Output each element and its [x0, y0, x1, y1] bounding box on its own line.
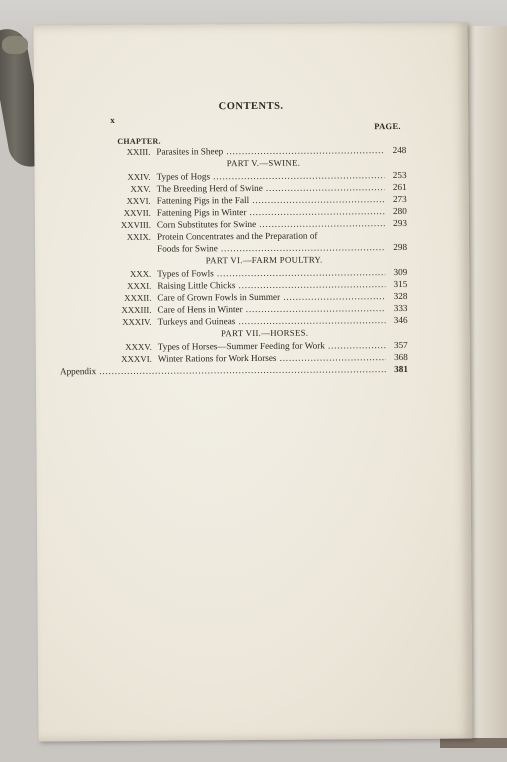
chapter-number: XXV. [130, 183, 151, 194]
chapter-number: XXXIII. [121, 304, 152, 315]
entry-page: 357 [393, 339, 408, 351]
table-row [100, 144, 406, 158]
entry-page: 273 [392, 193, 407, 205]
entry-page: 253 [392, 169, 407, 181]
chapter-number: XXIII. [126, 146, 151, 157]
entry-title: Raising Little Chicks ..... [157, 278, 385, 292]
metal-clip-highlight [2, 36, 28, 54]
part-heading: PART VI.—FARM POULTRY. [205, 254, 323, 266]
entry-page: 315 [393, 278, 408, 290]
chapter-number: XXX. [129, 268, 152, 279]
contents-heading: CONTENTS. [218, 100, 284, 113]
entry-page: 248 [392, 144, 407, 156]
entry-title: Corn Substitutes for Swine ..... [157, 217, 385, 231]
entry-title-continued: Foods for Swine ..... [157, 241, 385, 255]
entry-title: Care of Grown Fowls in Summer ..... [157, 290, 385, 304]
entry-page: 368 [394, 351, 408, 363]
table-row-continued [101, 241, 407, 255]
entry-title: Winter Rations for Work Horses ..... [158, 351, 386, 365]
chapter-number: XXXIV. [122, 316, 152, 327]
part-heading: PART VII.—HORSES. [220, 327, 309, 339]
entry-page: 309 [393, 266, 408, 278]
entry-page: 381 [394, 363, 408, 375]
part-heading: PART V.—SWINE. [226, 157, 301, 169]
chapter-number: XXXII. [124, 292, 152, 303]
chapter-number: XXVIII. [120, 219, 151, 230]
entry-title: Types of Hogs ..... [157, 169, 385, 183]
entry-title: Turkeys and Guineas ..... [158, 314, 386, 328]
entry-title: Fattening Pigs in the Fall ..... [157, 193, 385, 207]
book-cover-edge [440, 738, 507, 748]
page-number: x [110, 114, 115, 125]
entry-page: 293 [393, 217, 407, 229]
entry-title: The Breeding Herd of Swine ..... [157, 181, 385, 195]
entry-title: Appendix ..... [60, 363, 386, 377]
entry-page: 280 [392, 205, 407, 217]
chapter-number: XXIX. [126, 231, 152, 242]
entry-page: 261 [392, 181, 407, 193]
entry-page: 328 [393, 290, 408, 302]
chapter-number: XXIV. [127, 171, 151, 182]
table-of-contents [59, 144, 408, 377]
entry-title: Protein Concentrates and the Preparation of [156, 230, 318, 242]
entry-title: Types of Fowls ..... [157, 266, 385, 280]
entry-page: 298 [393, 241, 408, 253]
entry-page: 333 [393, 302, 408, 314]
table-row [102, 314, 408, 328]
chapter-column-header: CHAPTER. [117, 136, 161, 146]
chapter-number: XXXVI. [121, 353, 152, 364]
page-column-header: PAGE. [374, 120, 401, 132]
entry-title: Care of Hens in Winter ..... [157, 302, 385, 316]
chapter-number: XXVI. [126, 195, 151, 206]
entry-title: Types of Horses—Summer Feeding for Work ..... [158, 339, 386, 353]
entry-title: Fattening Pigs in Winter ..... [157, 205, 385, 219]
chapter-number: XXXI. [127, 280, 152, 291]
toc-row-appendix [60, 363, 408, 377]
chapter-number: XXVII. [123, 207, 151, 218]
entry-title: Parasites in Sheep ..... [156, 144, 384, 158]
entry-page: 346 [393, 314, 408, 326]
chapter-number: XXXV. [125, 341, 152, 352]
book-page [34, 22, 473, 741]
